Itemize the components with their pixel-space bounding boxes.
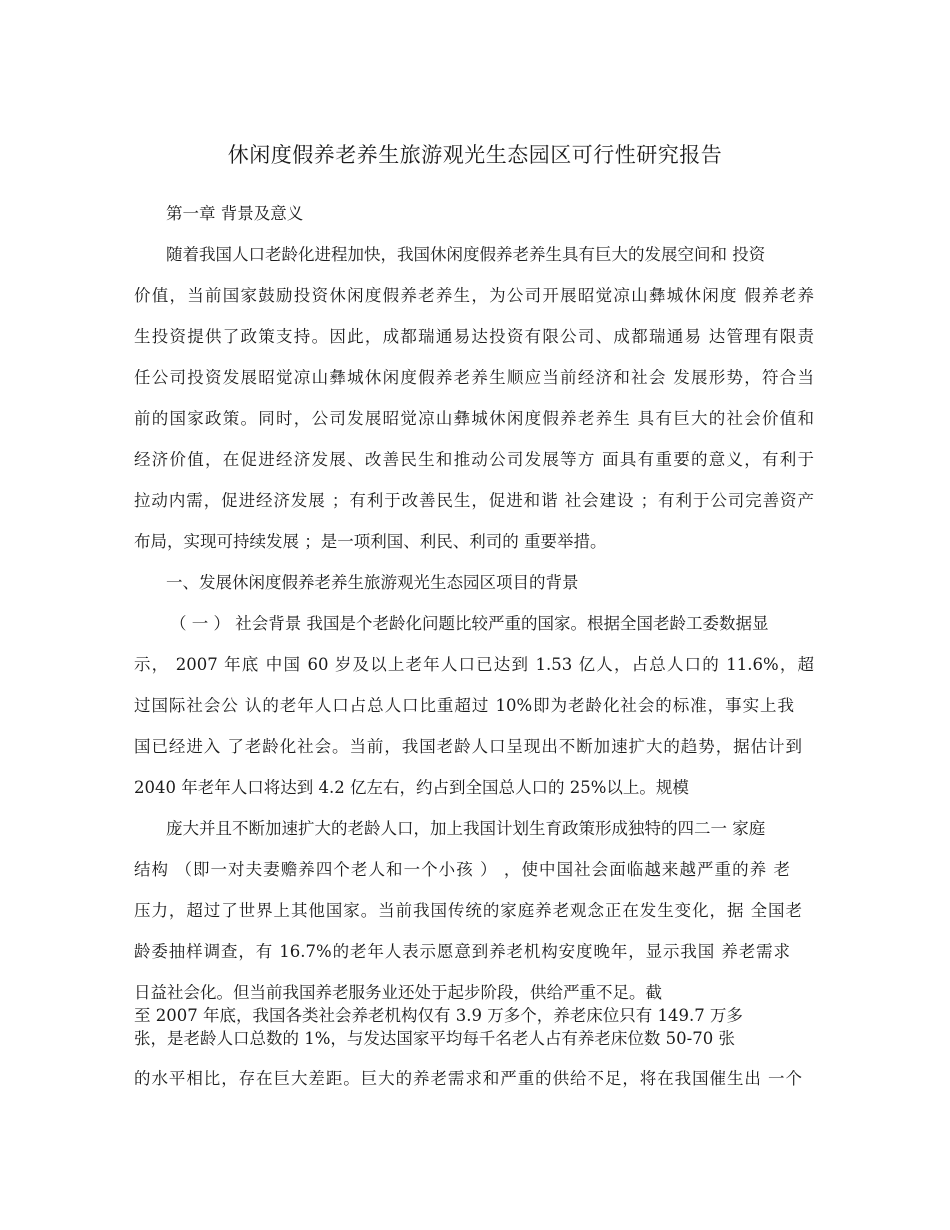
paragraph-line: 拉动内需，促进经济发展 ；有利于改善民生，促进和谐 社会建设 ；有利于公司完善资产	[134, 491, 814, 510]
paragraph-line: 随着我国人口老龄化进程加快，我国休闲度假养老养生具有巨大的发展空间和 投资	[166, 245, 766, 264]
paragraph-line: 压力，超过了世界上其他国家。当前我国传统的家庭养老观念正在发生变化，据 全国老	[134, 901, 802, 920]
paragraph-line: 过国际社会公 认的老年人口占总人口比重超过 10%即为老龄化社会的标准，事实上我	[134, 696, 794, 715]
paragraph-line: 前的国家政策。同时，公司发展昭觉凉山彝城休闲度假养老养生 具有巨大的社会价值和	[134, 409, 814, 428]
paragraph-line: 任公司投资发展昭觉凉山彝城休闲度假养老养生顺应当前经济和社会 发展形势，符合当	[134, 368, 814, 387]
paragraph-line: 庞大并且不断加速扩大的老龄人口，加上我国计划生育政策形成独特的四二一 家庭	[166, 819, 766, 838]
section-heading: 一、发展休闲度假养老养生旅游观光生态园区项目的背景	[166, 573, 579, 592]
paragraph-line: 生投资提供了政策支持。因此，成都瑞通易达投资有限公司、成都瑞通易 达管理有限责	[134, 327, 814, 346]
paragraph-line: 日益社会化。但当前我国养老服务业还处于起步阶段，供给严重不足。截	[134, 983, 662, 1002]
paragraph-line: 经济价值，在促进经济发展、改善民生和推动公司发展等方 面具有重要的意义，有利于	[134, 450, 814, 469]
paragraph-line: 结构 （即一对夫妻赡养四个老人和一个小孩 ） ，使中国社会面临越来越严重的养 老	[134, 860, 790, 879]
paragraph-line: 至 2007 年底，我国各类社会养老机构仅有 3.9 万多个，养老床位只有 149.7 万多	[134, 1006, 743, 1025]
paragraph-line: 价值，当前国家鼓励投资休闲度假养老养生，为公司开展昭觉凉山彝城休闲度 假养老养	[134, 286, 814, 305]
document-title: 休闲度假养老养生旅游观光生态园区可行性研究报告	[227, 143, 723, 167]
chapter-heading: 第一章 背景及意义	[166, 204, 304, 223]
paragraph-line: 国已经进入 了老龄化社会。当前，我国老龄人口呈现出不断加速扩大的趋势，据估计到	[134, 737, 802, 756]
paragraph-line: 布局，实现可持续发展 ；是一项利国、利民、利司的 重要举措。	[134, 532, 607, 551]
paragraph-line: 2040 年老年人口将达到 4.2 亿左右，约占到全国总人口的 25%以上。规模	[134, 778, 689, 797]
paragraph-line: 张，是老龄人口总数的 1%，与发达国家平均每千名老人占有养老床位数 50-70 张	[134, 1029, 735, 1048]
paragraph-line: 示， 2007 年底 中国 60 岁及以上老年人口已达到 1.53 亿人，占总人口的 11.6%，超	[134, 655, 814, 674]
paragraph-line: 的水平相比，存在巨大差距。巨大的养老需求和严重的供给不足，将在我国催生出 一个	[134, 1069, 802, 1088]
paragraph-line: （ 一 ） 社会背景 我国是个老龄化问题比较严重的国家。根据全国老龄工委数据显	[170, 614, 769, 633]
paragraph-line: 龄委抽样调查，有 16.7%的老年人表示愿意到养老机构安度晚年，显示我国 养老需求	[134, 942, 790, 961]
